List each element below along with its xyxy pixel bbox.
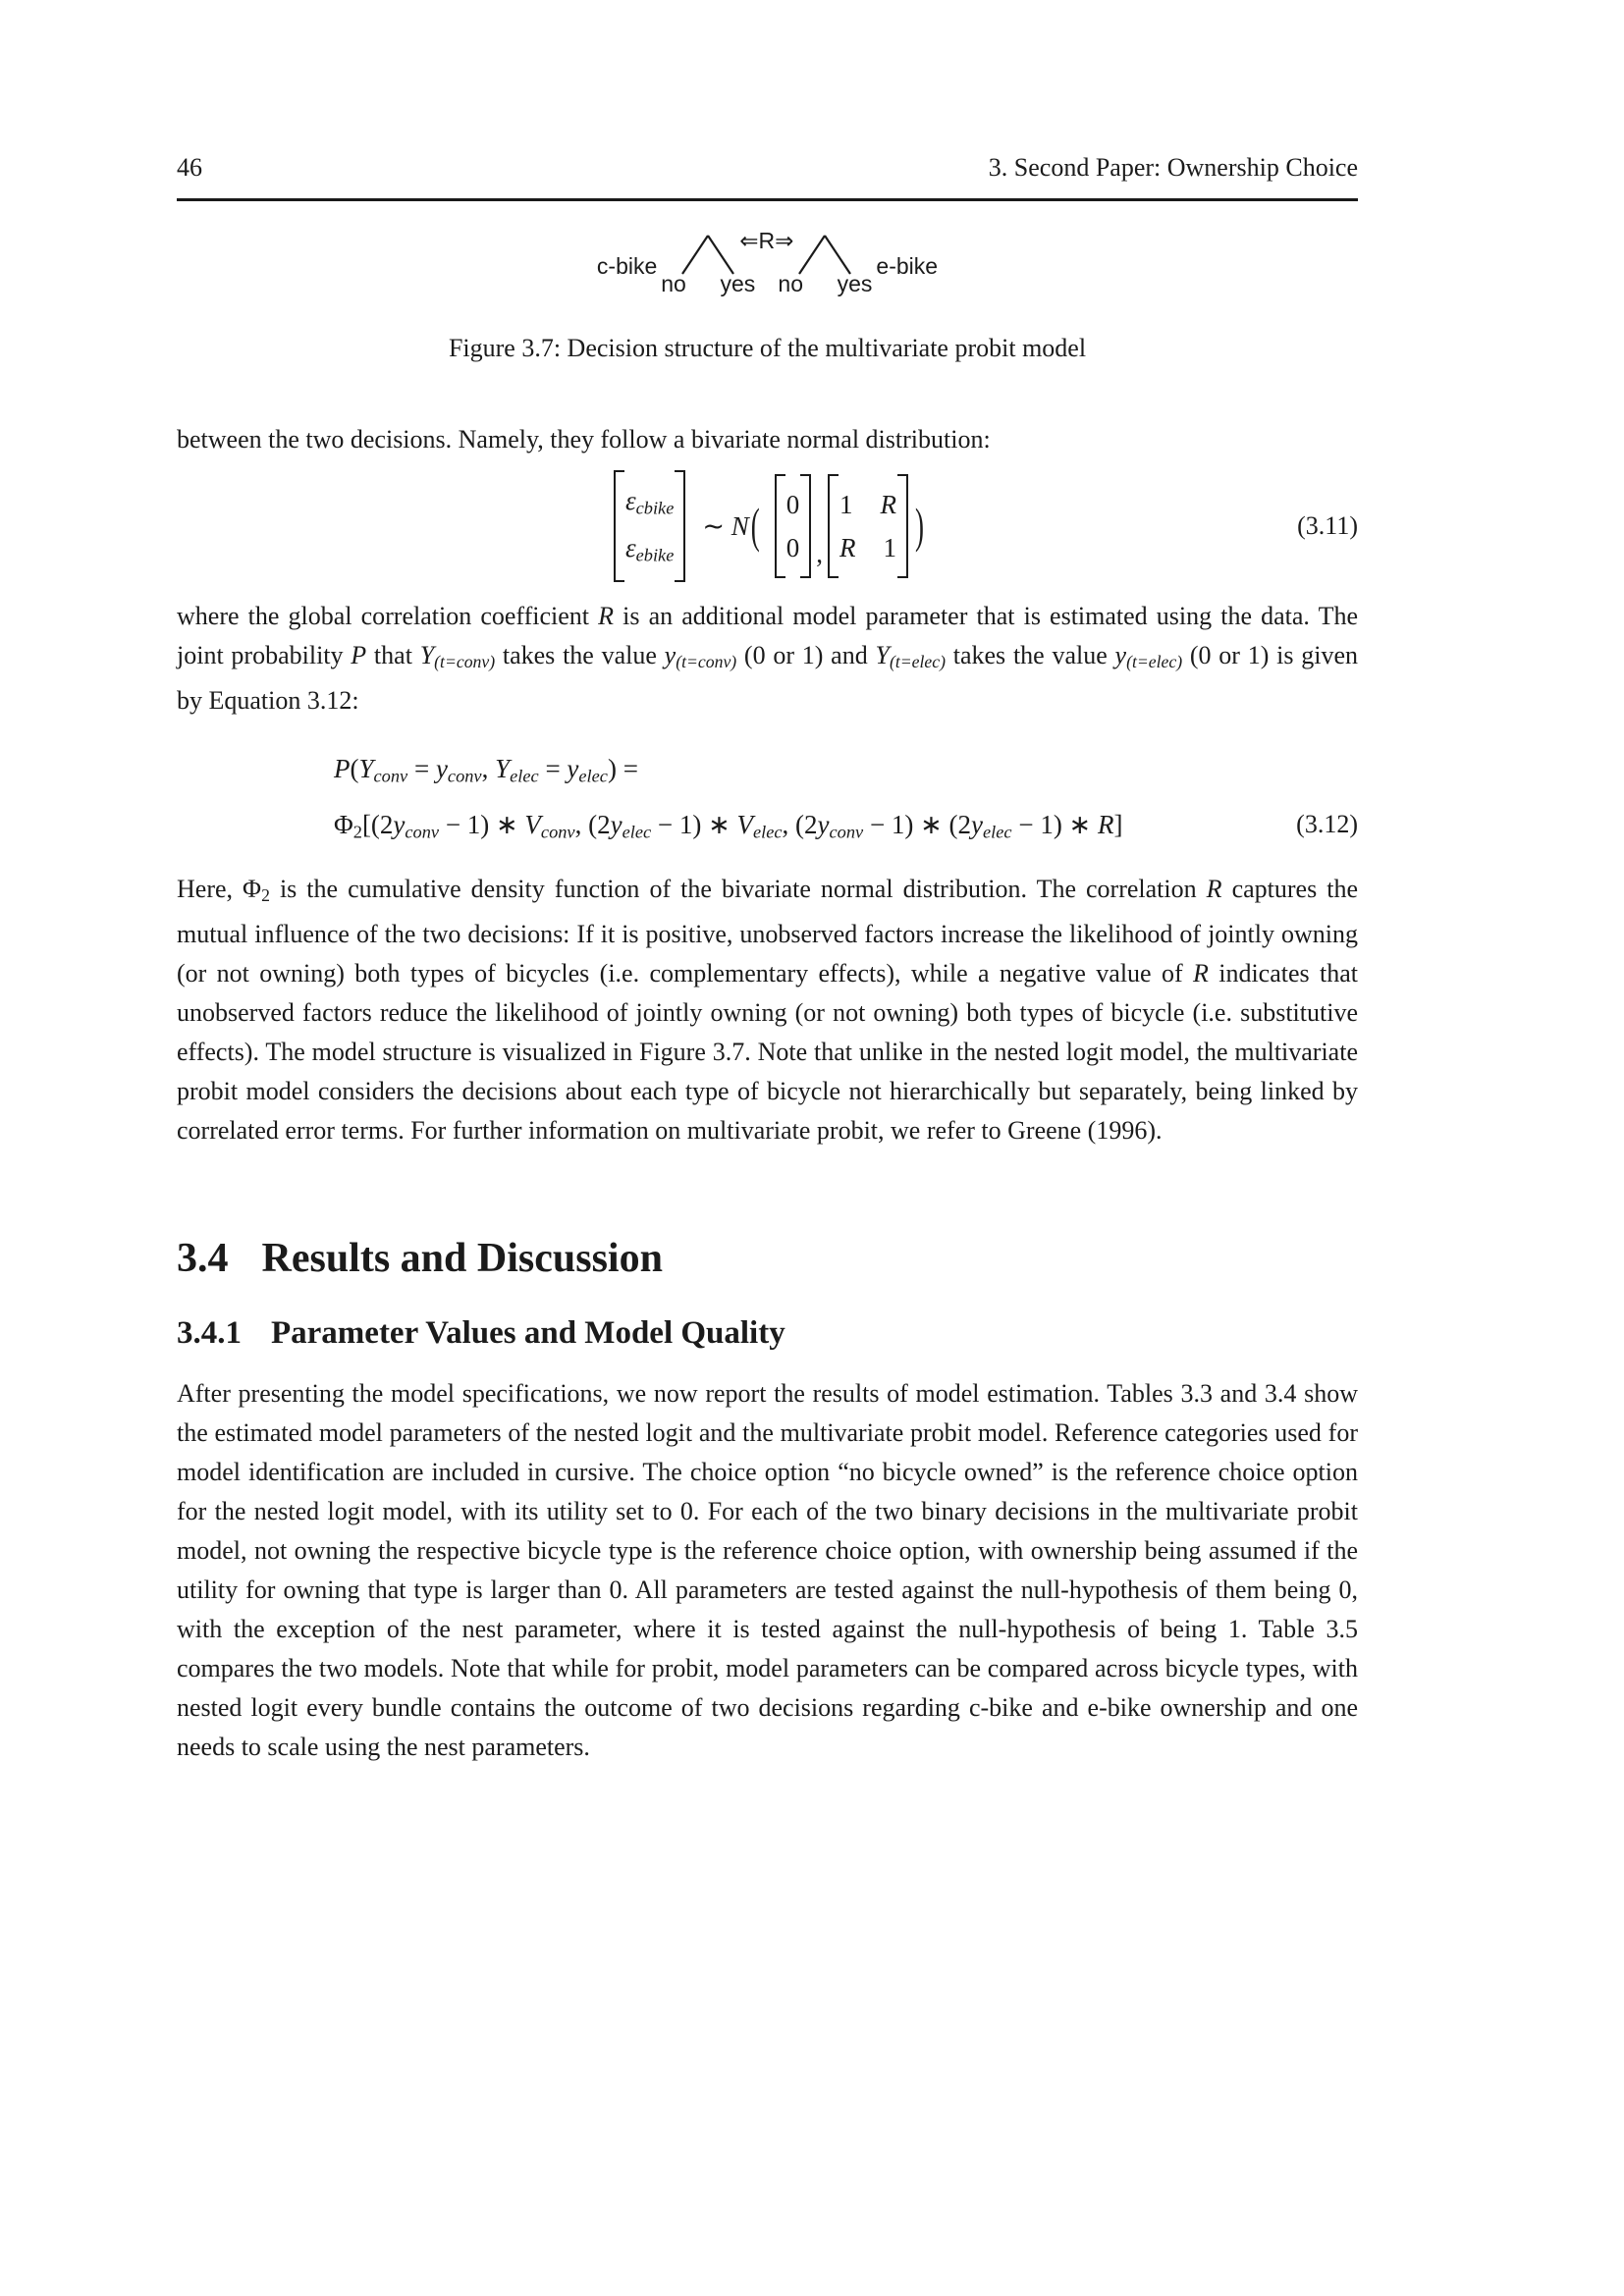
epsilon-vector-matrix: εcbike εebike: [614, 470, 685, 582]
figure-3-7: [177, 228, 1358, 296]
paragraph-results-intro: After presenting the model specifications, we now report the results of model estimation. Tables 3.3 and 3.4 show the estimated model parameters of the nested logit and the multivariate probit model. Reference categories used for model identification are included in cursive. The choice option “no bicycle owned” is the reference choice option for the nested logit model, with its utility set to 0. For each of the two binary decisions in the multivariate probit model, not owning the respective bicycle type is the reference choice option, with ownership being assumed if the utility for owning that type is larger than 0. All parameters are tested against the null-hypothesis of them being 0, with the exception of the nest parameter, where it is tested against the null-hypothesis of being 1. Table 3.5 compares the two models. Note that while for probit, model parameters can be compared across bicycle types, with nested logit every bundle contains the outcome of two decisions regarding c-bike and e-bike ownership and one needs to scale using the nest parameters.: [177, 1379, 1358, 1761]
covariance-matrix: 1 R R 1: [828, 474, 908, 578]
paragraph-bivariate-intro: between the two decisions. Namely, they follow a bivariate normal distribution:: [177, 425, 991, 454]
equation-3-11-body: [177, 467, 1358, 585]
subsection-title: Parameter Values and Model Quality: [271, 1315, 785, 1351]
cbike-label: c-bike: [596, 253, 658, 279]
closing-paren: ): [915, 498, 924, 553]
section-heading-results: [177, 1235, 663, 1282]
leaf-no-label: no: [778, 271, 804, 296]
page-content: [177, 0, 1358, 2296]
page-number: 46: [177, 153, 202, 182]
section-title: Results and Discussion: [261, 1236, 663, 1281]
header-rule: [177, 198, 1358, 201]
equation-3-12-line2: Φ2[(2yconv − 1) ∗ Vconv, (2yelec − 1) ∗ Velec, (2yconv − 1) ∗ (2yelec − 1) ∗ R]: [334, 810, 1123, 842]
mean-vector-matrix: 0 0: [775, 474, 812, 578]
subsection-number: 3.4.1: [177, 1315, 242, 1351]
ebike-label: e-bike: [876, 253, 939, 279]
section-number: 3.4: [177, 1236, 229, 1281]
leaf-yes-label: yes: [837, 271, 873, 296]
leaf-no-label: no: [661, 271, 686, 296]
running-title: 3. Second Paper: Ownership Choice: [988, 153, 1358, 182]
equation-number-312: (3.12): [1296, 809, 1358, 838]
distribution-relation: ∼ N(: [702, 498, 760, 553]
equation-3-11: [177, 467, 1358, 585]
paragraph-correlation-discussion: Here, Φ2 is the cumulative density function of the bivariate normal distribution. The correlation R captures the mutual influence of the two decisions: If it is positive, unobserved factors increase the likelihood of jointly owning (or not owning) both types of bicycles (i.e. complementary effects), while a negative value of R indicates that unobserved factors reduce the likelihood of jointly owning (or not owning) both types of bicycle (i.e. substitutive effects). The model structure is visualized in Figure 3.7. Note that unlike in the nested logit model, the multivariate probit model considers the decisions about each type of bicycle not hierarchically but separately, being linked by correlated error terms. For further information on multivariate probit, we refer to Greene (1996).: [177, 875, 1358, 1146]
correlation-arrows-label: ⇐R⇒: [739, 228, 794, 253]
matrix-separator-comma: ,: [816, 539, 823, 568]
equation-3-12: [177, 744, 1358, 857]
decision-tree-diagram: [596, 228, 939, 296]
paragraph-joint-probability: where the global correlation coefficient R is an additional model parameter that is estimated using the data. The joint probability P that Y(t=conv) takes the value y(t=conv) (0 or 1) and Y(t=elec) takes the value y(t=elec) (0 or 1) is given by Equation 3.12:: [177, 602, 1359, 716]
figure-caption: Figure 3.7: Decision structure of the multivariate probit model: [448, 334, 1087, 362]
equation-3-12-line1: P(Yconv = yconv, Yelec = yelec) =: [334, 754, 638, 786]
page-header: [177, 153, 1358, 183]
leaf-yes-label: yes: [720, 271, 756, 296]
ebike-leaves: [778, 273, 872, 295]
subsection-heading-parameters: [177, 1315, 785, 1352]
equation-number-311: (3.11): [1297, 511, 1358, 540]
cbike-leaves: [661, 273, 755, 295]
